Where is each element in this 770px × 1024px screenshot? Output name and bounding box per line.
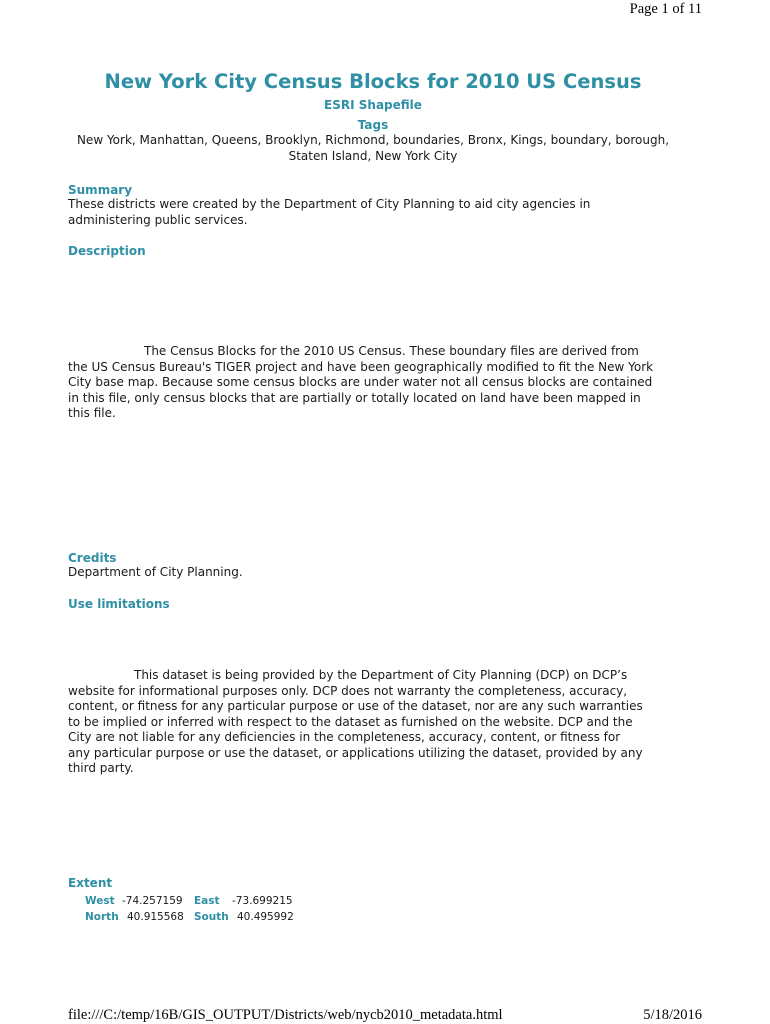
description-heading: Description xyxy=(68,244,146,258)
document-format: ESRI Shapefile xyxy=(324,98,422,112)
extent-south-value: 40.495992 xyxy=(237,911,294,923)
tags-text: New York, Manhattan, Queens, Brooklyn, Richmond, boundaries, Bronx, Kings, boundary, borough, Staten Island, New York City xyxy=(76,133,670,163)
extent-row-west-east xyxy=(85,893,294,909)
extent-east-value: -73.699215 xyxy=(232,895,293,907)
use-limitations-block xyxy=(68,668,646,777)
credits-heading: Credits xyxy=(68,551,117,565)
description-block xyxy=(68,344,654,422)
page-number: Page 1 of 11 xyxy=(629,1,702,17)
document-title: New York City Census Blocks for 2010 US Census xyxy=(104,70,642,93)
footer-date: 5/18/2016 xyxy=(643,1007,702,1023)
extent-heading: Extent xyxy=(68,876,113,890)
extent-row-north-south xyxy=(85,909,294,925)
use-limitations-heading: Use limitations xyxy=(68,597,170,611)
footer-file-path: file:///C:/temp/16B/GIS_OUTPUT/Districts/web/nycb2010_metadata.html xyxy=(68,1007,503,1023)
use-limitations-text: This dataset is being provided by the Department of City Planning (DCP) on DCP’s website for informational purposes only. DCP does not warranty the completeness, accuracy, content, or fitness for any particular purpose or use of the dataset, nor are any such warranties to be implied or inferred with respect to the dataset as furnished on the website. DCP and the City are not liable for any deficiencies in the completeness, accuracy, content, or fitness for any particular purpose or use the dataset, or applications utilizing the dataset, provided by any third party. xyxy=(68,668,643,775)
extent-south-label: South xyxy=(194,911,229,923)
extent-table xyxy=(85,893,294,925)
tags-heading: Tags xyxy=(357,118,389,132)
extent-east-label: East xyxy=(194,895,220,907)
extent-north-value: 40.915568 xyxy=(127,911,184,923)
credits-text: Department of City Planning. xyxy=(68,565,243,579)
description-text: The Census Blocks for the 2010 US Census. These boundary files are derived from the US Census Bureau's TIGER project and have been geographically modified to fit the New York City base map. Because some census blocks are under water not all census blocks are contained in this file, only census blocks that are partially or totally located on land have been mapped in this file. xyxy=(68,344,654,420)
extent-west-value: -74.257159 xyxy=(122,895,183,907)
summary-text: These districts were created by the Department of City Planning to aid city agencies in administering public services. xyxy=(68,197,591,227)
summary-heading: Summary xyxy=(68,183,133,197)
extent-west-label: West xyxy=(85,895,115,907)
extent-north-label: North xyxy=(85,911,119,923)
